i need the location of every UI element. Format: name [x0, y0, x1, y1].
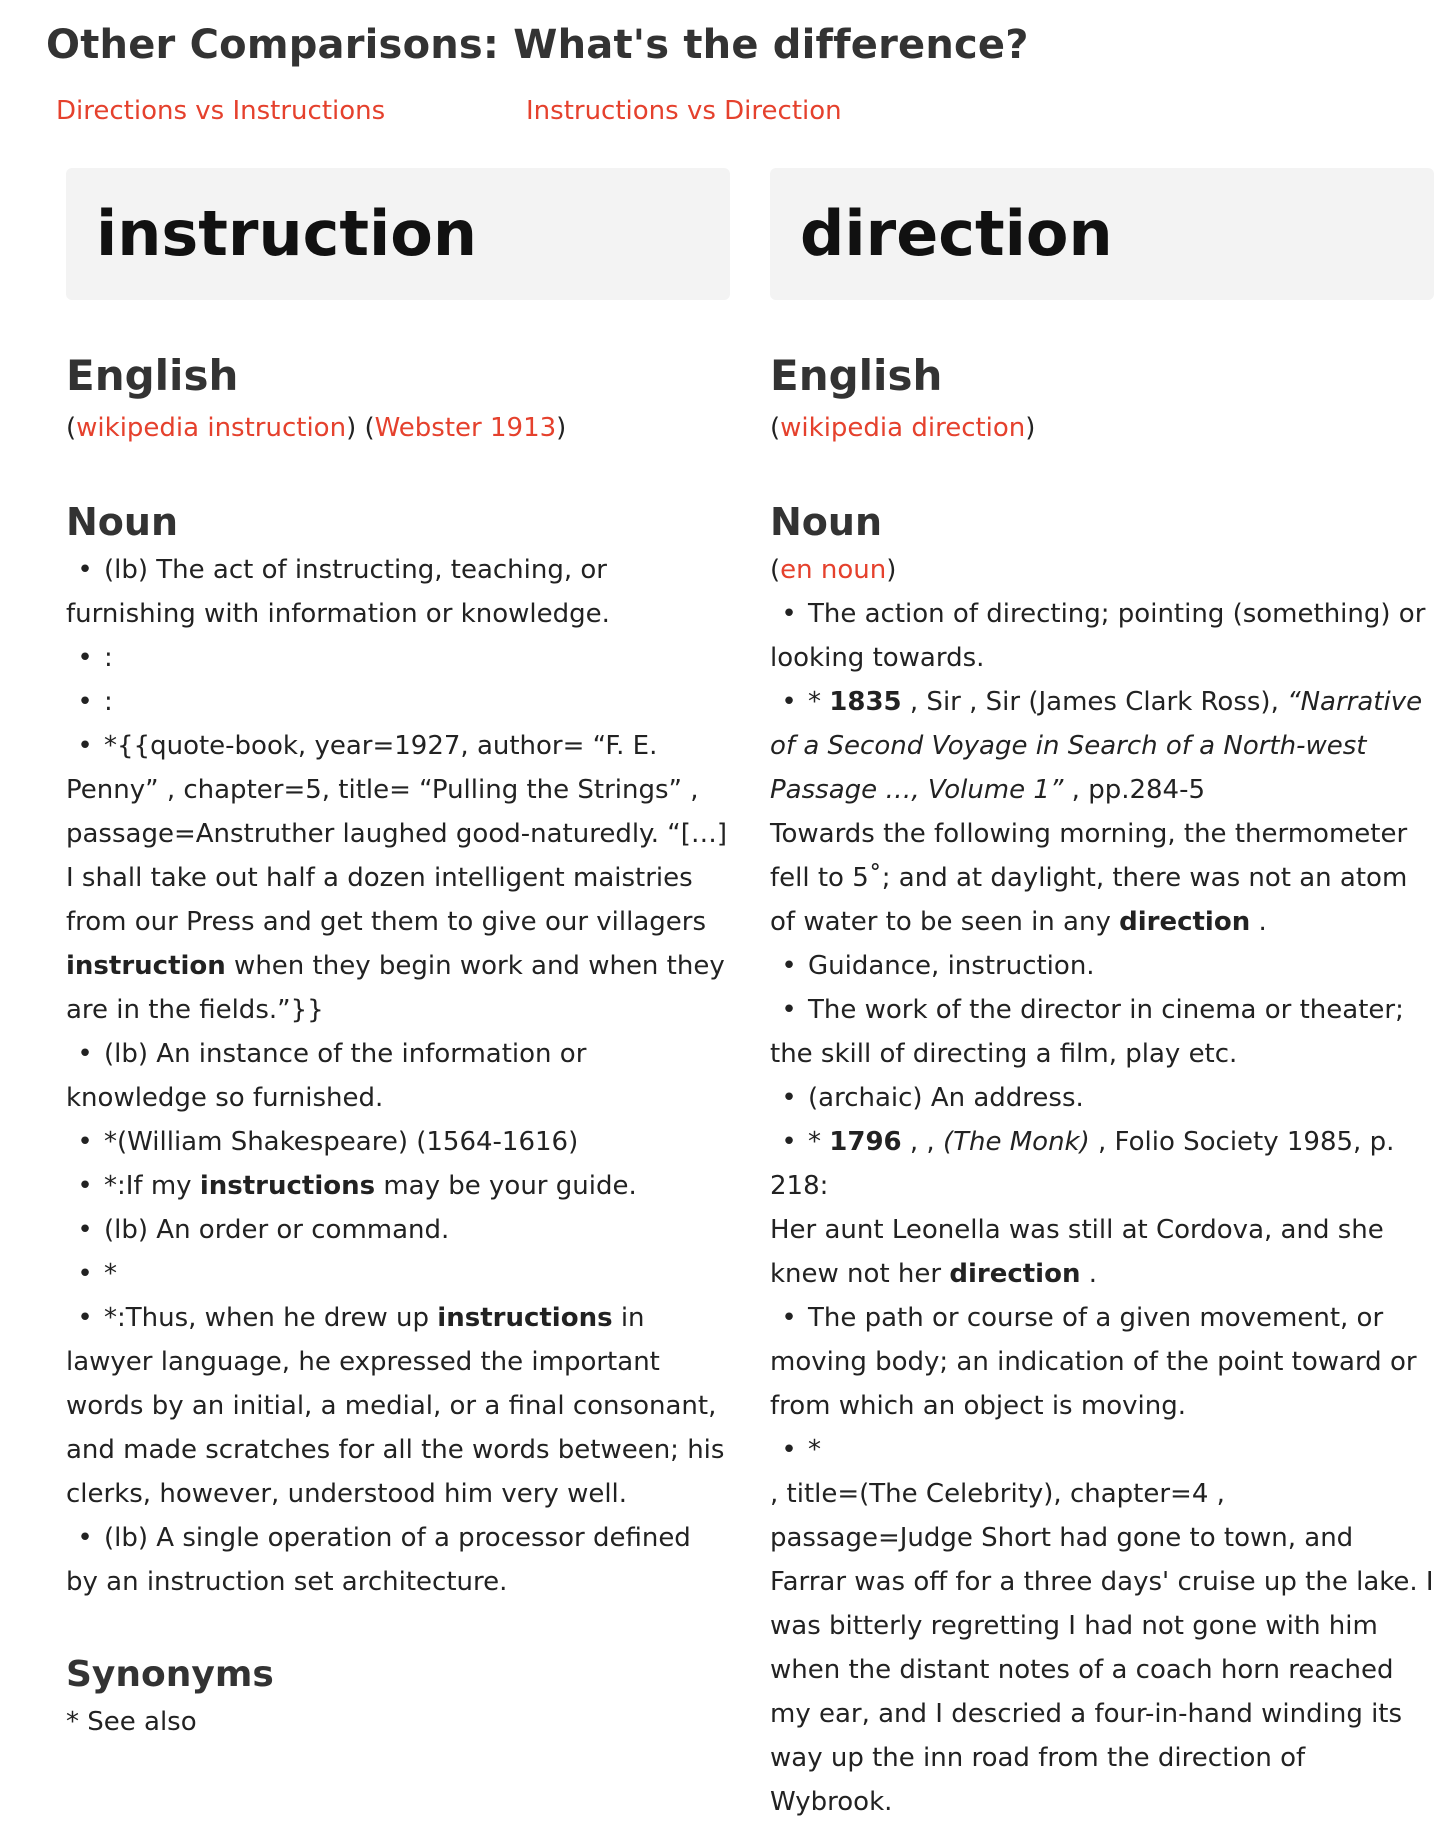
passage-text: .	[1080, 1259, 1097, 1289]
entry-text: *:Thus, when he drew up	[104, 1303, 438, 1333]
list-item	[770, 680, 1434, 812]
paren: )	[886, 555, 897, 585]
bullet-icon: •	[77, 1523, 93, 1553]
entry-text: *	[808, 687, 830, 717]
entry-text: (lb) An instance of the information or knowledge so furnished.	[66, 1039, 587, 1113]
list-item	[770, 1428, 1434, 1472]
entry-text: :	[104, 687, 113, 717]
definition-list	[770, 944, 1434, 1208]
entry-text: The work of the director in cinema or theater; the skill of directing a film, play etc.	[770, 995, 1404, 1069]
bullet-icon: •	[781, 1083, 797, 1113]
word-heading-instruction: instruction	[66, 168, 730, 300]
bullet-icon: •	[77, 687, 93, 717]
link-instructions-vs-direction[interactable]: Instructions vs Direction	[526, 96, 842, 126]
bullet-icon: •	[77, 1303, 93, 1333]
quote-year: 1835	[829, 687, 902, 717]
en-noun-template	[770, 548, 1434, 592]
list-item	[770, 1120, 1434, 1208]
entry-text: *	[808, 1127, 830, 1157]
bullet-icon: •	[781, 951, 797, 981]
list-item	[770, 944, 1434, 988]
quote-passage	[770, 1208, 1434, 1296]
headword-highlight: instructions	[437, 1303, 613, 1333]
list-item	[66, 1032, 730, 1120]
entry-text: *(William Shakespeare) (1564-1616)	[104, 1127, 579, 1157]
bullet-icon: •	[77, 1215, 93, 1245]
wikipedia-direction-link[interactable]: wikipedia direction	[780, 413, 1026, 443]
reference-links	[66, 406, 730, 450]
paren: )	[556, 413, 567, 443]
part-of-speech-heading: Noun	[66, 500, 179, 544]
list-item	[66, 724, 730, 1032]
bullet-icon: •	[781, 1303, 797, 1333]
bullet-icon: •	[77, 1171, 93, 1201]
entry-text: *	[808, 1435, 821, 1465]
instruction-column	[66, 168, 730, 1744]
list-item	[770, 1296, 1434, 1428]
bullet-icon: •	[77, 731, 93, 761]
paren: )	[1025, 413, 1036, 443]
definition-list	[770, 592, 1434, 812]
list-item	[66, 636, 730, 680]
entry-text: (lb) A single operation of a processor defined by an instruction set architecture.	[66, 1523, 691, 1597]
entry-text: in lawyer language, he expressed the important words by an initial, a medial, or a final consonant, and made scratches for all the words between; his clerks, however, understood him very well.	[66, 1303, 725, 1509]
reference-links	[770, 406, 1434, 450]
language-heading: English	[770, 351, 943, 400]
list-item	[66, 680, 730, 724]
part-of-speech-heading: Noun	[770, 500, 883, 544]
quote-title: (The Monk)	[942, 1127, 1090, 1157]
entry-text: *{{quote-book, year=1927, author= “F. E. Penny” , chapter=5, title= “Pulling the Strings” , passage=Anstruther laughed good-naturedly. “[…] I shall take out half a dozen intelligent maistries from our Press and get them to give our villagers	[66, 731, 728, 937]
bullet-icon: •	[77, 643, 93, 673]
entry-text: The action of directing; pointing (something) or looking towards.	[770, 599, 1426, 673]
headword-highlight: instruction	[66, 951, 226, 981]
headword-highlight: direction	[1119, 907, 1251, 937]
headword-highlight: direction	[949, 1259, 1081, 1289]
list-item	[66, 1208, 730, 1252]
wikipedia-instruction-link[interactable]: wikipedia instruction	[76, 413, 347, 443]
bullet-icon: •	[781, 995, 797, 1025]
entry-text: (lb) The act of instructing, teaching, or furnishing with information or knowledge.	[66, 555, 610, 629]
list-item	[770, 1076, 1434, 1120]
entry-text: :	[104, 643, 113, 673]
bullet-icon: •	[77, 1259, 93, 1289]
paren: (	[770, 555, 781, 585]
bullet-icon: •	[781, 1435, 797, 1465]
language-heading: English	[66, 351, 239, 400]
list-item	[66, 1252, 730, 1296]
list-item	[66, 548, 730, 636]
entry-text: *	[104, 1259, 117, 1289]
quote-passage: , title=(The Celebrity), chapter=4 , passage=Judge Short had gone to town, and Farrar was off for a three days' cruise up the lake. I was bitterly regretting I had not gone with him when the distant notes of a coach horn reached my ear, and I descried a four-in-hand winding its way up the inn road from the direction of Wybrook.	[770, 1479, 1434, 1817]
webster-1913-link[interactable]: Webster 1913	[374, 413, 557, 443]
definition-list	[770, 1296, 1434, 1472]
direction-column	[770, 168, 1434, 1824]
list-item	[770, 988, 1434, 1076]
paren: (	[66, 413, 77, 443]
bullet-icon: •	[781, 687, 797, 717]
definition-list	[66, 548, 730, 1604]
passage-text: .	[1250, 907, 1267, 937]
entry-text: when they begin work and when they are in the fields.”}}	[66, 951, 725, 1025]
bullet-icon: •	[781, 1127, 797, 1157]
entry-text: , pp.284-5	[1063, 775, 1206, 805]
page-title: Other Comparisons: What's the difference?	[46, 22, 1029, 68]
bullet-icon: •	[781, 599, 797, 629]
passage-text: Towards the following morning, the thermometer fell to 5˚; and at daylight, there was not an atom of water to be seen in any	[770, 819, 1408, 937]
headword-highlight: instructions	[199, 1171, 376, 1201]
entry-text: , Sir , Sir (James Clark Ross),	[901, 687, 1288, 717]
paren: (	[770, 413, 781, 443]
bullet-icon: •	[77, 555, 93, 585]
paren: ) (	[346, 413, 375, 443]
synonyms-heading: Synonyms	[66, 1654, 274, 1695]
list-item	[66, 1120, 730, 1164]
entry-text: The path or course of a given movement, or moving body; an indication of the point toward or from which an object is moving.	[770, 1303, 1417, 1421]
entry-text: may be your guide.	[375, 1171, 637, 1201]
link-directions-vs-instructions[interactable]: Directions vs Instructions	[56, 96, 386, 126]
list-item	[66, 1164, 730, 1208]
passage-text: Her aunt Leonella was still at Cordova, and she knew not her	[770, 1215, 1384, 1289]
entry-text: Guidance, instruction.	[808, 951, 1095, 981]
word-heading-direction: direction	[770, 168, 1434, 300]
quote-title: “Narrative of a Second Voyage in Search of a North-west Passage …, Volume 1”	[770, 687, 1423, 805]
entry-text: , ,	[901, 1127, 943, 1157]
entry-text: , Folio Society 1985, p. 218:	[770, 1127, 1395, 1201]
bullet-icon: •	[77, 1127, 93, 1157]
list-item	[66, 1296, 730, 1516]
list-item	[770, 592, 1434, 680]
list-item	[66, 1516, 730, 1604]
entry-text: (archaic) An address.	[808, 1083, 1084, 1113]
bullet-icon: •	[77, 1039, 93, 1069]
quote-year: 1796	[829, 1127, 902, 1157]
entry-text: *:If my	[104, 1171, 200, 1201]
quote-passage	[770, 812, 1434, 944]
en-noun-link[interactable]: en noun	[780, 555, 887, 585]
see-also-text: * See also	[66, 1707, 197, 1737]
entry-text: (lb) An order or command.	[104, 1215, 450, 1245]
